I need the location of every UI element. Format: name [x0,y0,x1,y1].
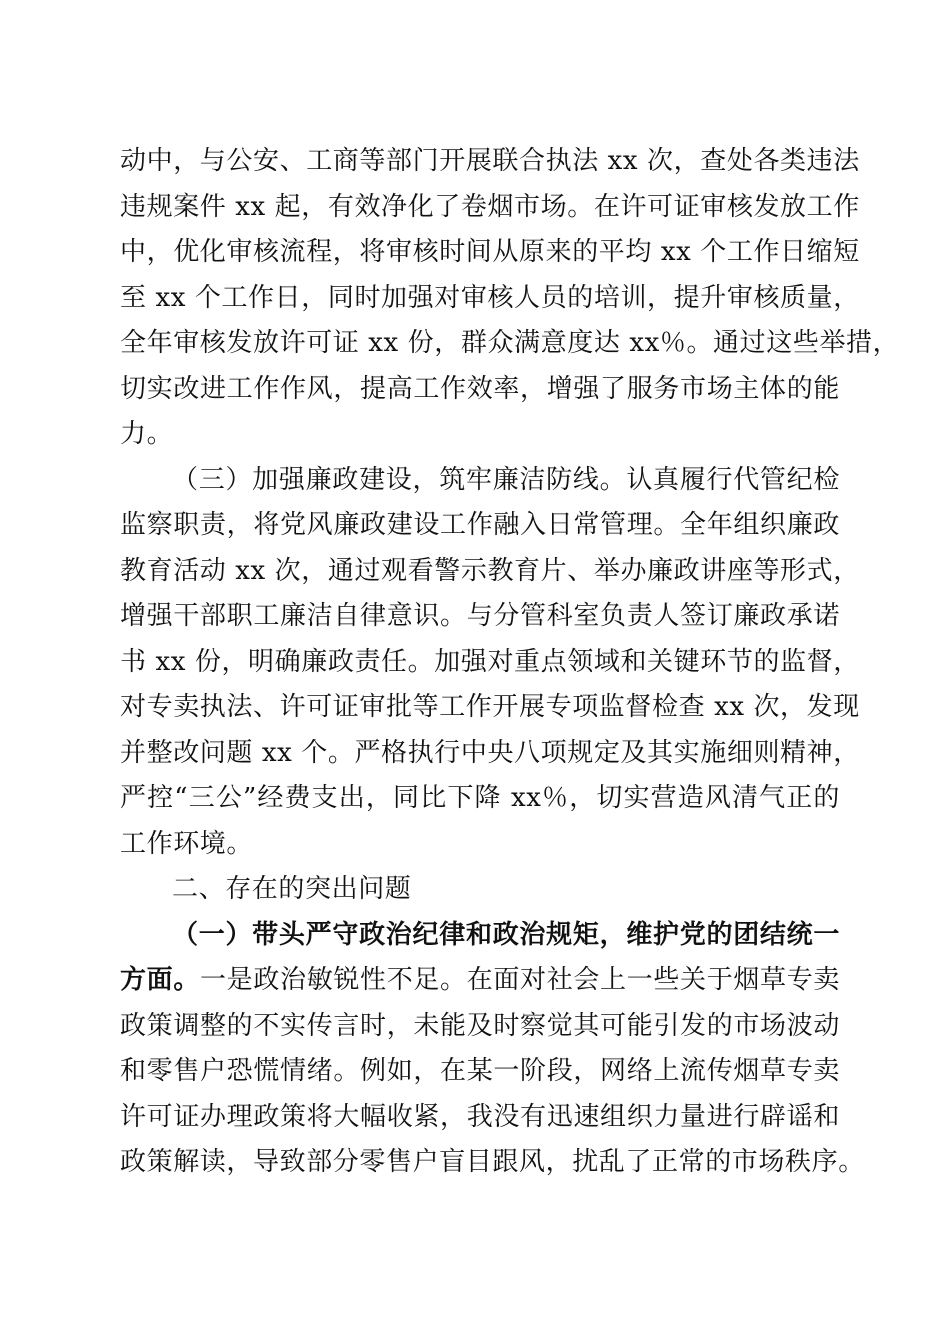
paragraph-line: 全年审核发放许可证 xx 份，群众满意度达 xx％。通过这些举措， [120,328,900,358]
subsection-heading: （一）带头严守政治纪律和政治规矩，维护党的团结统一 [172,920,840,950]
paragraph-line: 至 xx 个工作日，同时加强对审核人员的培训，提升审核质量， [120,283,860,313]
paragraph-line: 并整改问题 xx 个。严格执行中央八项规定及其实施细则精神， [120,738,860,768]
paragraph-line: 许可证办理政策将大幅收紧，我没有迅速组织力量进行辟谣和 [120,1102,840,1132]
paragraph-text: 一是政治敏锐性不足。在面对社会上一些关于烟草专卖 [200,965,840,995]
paragraph-line: 政策解读，导致部分零售户盲目跟风，扰乱了正常的市场秩序。 [120,1147,865,1177]
paragraph-line: 监察职责，将党风廉政建设工作融入日常管理。全年组织廉政 [120,510,840,540]
paragraph-line: 书 xx 份，明确廉政责任。加强对重点领域和关键环节的监督， [120,647,860,677]
paragraph-line: 增强干部职工廉洁自律意识。与分管科室负责人签订廉政承诺 [120,601,840,631]
paragraph-line: 和零售户恐慌情绪。例如，在某一阶段，网络上流传烟草专卖 [120,1056,840,1086]
section-heading: 二、存在的突出问题 [172,874,412,904]
paragraph-line: 动中，与公安、工商等部门开展联合执法 xx 次，查处各类违法 [120,146,860,176]
paragraph-line: （三）加强廉政建设，筑牢廉洁防线。认真履行代管纪检 [172,465,840,495]
paragraph-line: 切实改进工作作风，提高工作效率，增强了服务市场主体的能 [120,374,840,404]
paragraph-line: 政策调整的不实传言时，未能及时察觉其可能引发的市场波动 [120,1011,840,1041]
paragraph-line: 力。 [120,419,174,449]
paragraph-line: 工作环境。 [120,829,254,859]
paragraph-line: 对专卖执法、许可证审批等工作开展专项监督检查 xx 次，发现 [120,692,860,722]
paragraph-line [120,960,840,1000]
paragraph-line: 中，优化审核流程，将审核时间从原来的平均 xx 个工作日缩短 [120,237,860,267]
paragraph-line: 严控“三公”经费支出，同比下降 xx％，切实营造风清气正的 [120,783,840,813]
subsection-heading-tail: 方面。 [120,965,201,995]
paragraph-line: 违规案件 xx 起，有效净化了卷烟市场。在许可证审核发放工作 [120,192,860,222]
paragraph-line: 教育活动 xx 次，通过观看警示教育片、举办廉政讲座等形式， [120,556,860,586]
